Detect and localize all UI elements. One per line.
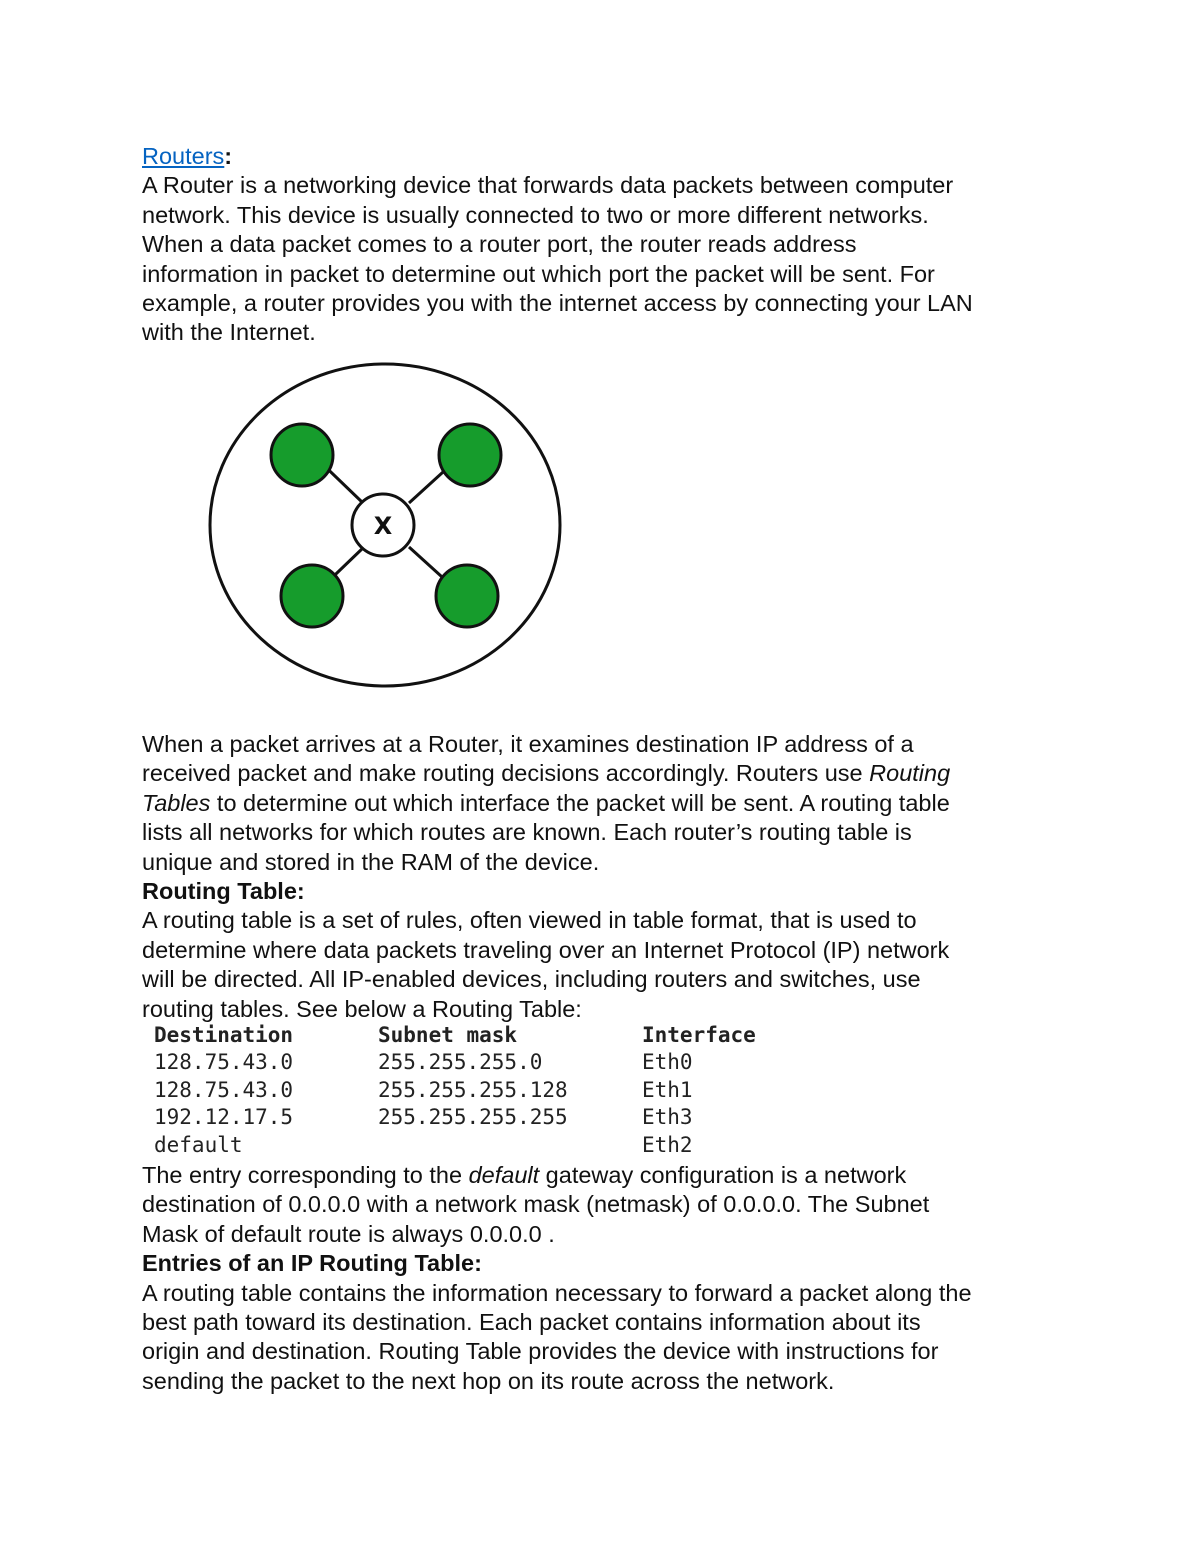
paragraph-line (142, 1161, 1072, 1190)
paragraph-line: sending the packet to the next hop on its route across the network. (142, 1367, 835, 1394)
default-route-section (142, 1161, 1072, 1396)
table-cell: 192.12.17.5 (154, 1105, 294, 1130)
paragraph-line: example, a router provides you with the internet access by connecting your LAN (142, 290, 973, 317)
entries-heading: Entries of an IP Routing Table: (142, 1250, 482, 1277)
table-cell: Eth1 (642, 1077, 693, 1102)
text-span: received packet and make routing decisions accordingly. Routers use (142, 760, 870, 787)
table-row (154, 1131, 802, 1159)
paragraph-line: lists all networks for which routes are known. Each router’s routing table is (142, 819, 912, 846)
table-cell: 255.255.255.255 (378, 1105, 568, 1130)
node-top-right (439, 424, 501, 486)
column-header: Subnet mask (378, 1022, 518, 1047)
router-label: X (373, 512, 393, 540)
routing-table-heading: Routing Table: (142, 878, 305, 905)
routers-colon: : (224, 143, 233, 169)
paragraph-line: A routing table contains the information necessary to forward a packet along the (142, 1279, 972, 1306)
table-header-row (154, 1021, 802, 1049)
paragraph-line: will be directed. All IP-enabled devices, including routers and switches, use (142, 966, 921, 993)
paragraph-line: determine where data packets traveling over an Internet Protocol (IP) network (142, 936, 950, 963)
paragraph-line: best path toward its destination. Each packet contains information about its (142, 1309, 921, 1336)
text-span: gateway configuration is a network (539, 1162, 907, 1188)
table-cell: 255.255.255.128 (378, 1077, 568, 1102)
paragraph-line: unique and stored in the RAM of the device. (142, 848, 600, 875)
table-row (154, 1104, 802, 1132)
table-row (154, 1049, 802, 1077)
table-cell: Eth3 (642, 1105, 693, 1130)
paragraph-line: A Router is a networking device that forwards data packets between computer (142, 172, 954, 199)
table-cell: 128.75.43.0 (154, 1050, 294, 1075)
tables-term: Tables (142, 789, 211, 816)
column-header: Interface (642, 1022, 756, 1047)
paragraph-line (142, 789, 1072, 818)
paragraph-line: When a data packet comes to a router port, the router reads address (142, 231, 857, 258)
table-cell: default (154, 1132, 243, 1157)
routers-heading-line (142, 142, 1072, 171)
paragraph-line: When a packet arrives at a Router, it examines destination IP address of a (142, 731, 914, 757)
paragraph-line: information in packet to determine out which port the packet will be sent. For (142, 260, 935, 287)
paragraph-line: Mask of default route is always 0.0.0.0 . (142, 1220, 555, 1247)
table-cell: 128.75.43.0 (154, 1077, 294, 1102)
table-cell: Eth2 (642, 1132, 693, 1157)
default-term: default (468, 1162, 540, 1188)
paragraph-line: destination of 0.0.0.0 with a network mask (netmask) of 0.0.0.0. The Subnet (142, 1191, 930, 1218)
star-network-diagram (205, 360, 565, 690)
routing-term: Routing (869, 760, 951, 787)
routers-section (142, 142, 1072, 348)
text-span: to determine out which interface the packet will be sent. A routing table (210, 789, 950, 816)
node-bottom-left (281, 565, 343, 627)
paragraph-line: network. This device is usually connected to two or more different networks. (142, 201, 929, 228)
paragraph-line: routing tables. See below a Routing Table: (142, 995, 582, 1022)
node-top-left (271, 424, 333, 486)
table-cell: 255.255.255.0 (378, 1050, 543, 1075)
paragraph-line (142, 759, 1072, 788)
table-cell (378, 1131, 642, 1159)
routing-table (154, 1021, 802, 1159)
routers-link[interactable]: Routers (142, 143, 225, 169)
paragraph-line: with the Internet. (142, 319, 316, 346)
packet-routing-section (142, 730, 1072, 1024)
column-header: Destination (154, 1022, 294, 1047)
text-span: The entry corresponding to the (142, 1162, 469, 1188)
table-row (154, 1076, 802, 1104)
node-bottom-right (436, 565, 498, 627)
paragraph-line: origin and destination. Routing Table provides the device with instructions for (142, 1338, 939, 1365)
paragraph-line: A routing table is a set of rules, often viewed in table format, that is used to (142, 907, 917, 934)
table-cell: Eth0 (642, 1050, 693, 1075)
